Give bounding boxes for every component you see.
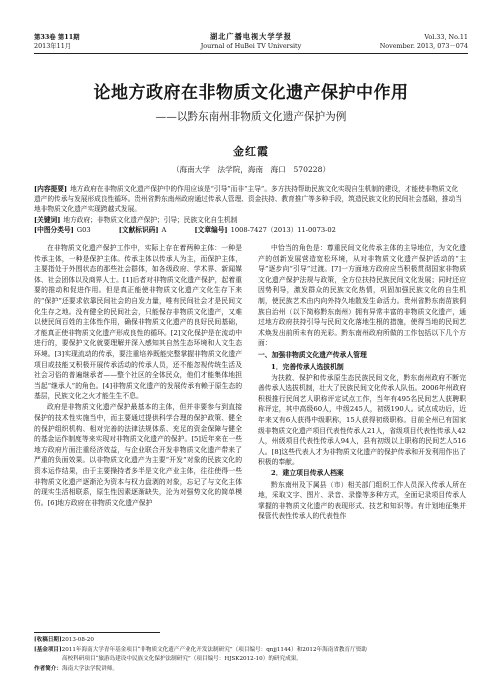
subsection-heading: 1．完善传承人选拔机制 [271, 362, 344, 371]
journal-title-cn: 湖北广播电视大学学报 [210, 32, 292, 41]
keywords [34, 215, 464, 225]
body-paragraph: 政府是非物质文化遗产保护最基本的主体，但并非要参与到直接保护的技术性实施当中，而主要通过提供科学合理的保护政策、健全的保护组织机构、相对完善的法律法规体系、充足的资金保障与健全的基金运作制度等来实现对非物质文化遗产的保护。[5]近年来在一些地方政府片面注重经济效益，与企业联合开发非物质文化遗产带来了严重的负面效果。以非物质文化遗产为主要“开发”对象的民族文化的资本运作结果，由于主要操持者多半是文化产业主体，往往使得一些非物质文化遗产逐渐沦为资本与权力盘剥的对象，忘记了与文化主体的现实生活相联系，原生性因素逐渐缺失，沦为对强势文化的简单模仿。[6]地方政府在非物质文化遗产保护 [34, 403, 242, 507]
author-name: 金红霞 [233, 145, 269, 158]
abstract-text: 地方政府在非物质文化遗产保护中的作用应该是“引导”而非“主导”。多方扶持帮助民族文化实现自生机制的建设，才能使非物质文化遗产的传承与发展形成良性循环。贵州省黔东南州政府通过传承人管理、资金扶持、教育推广等多种手段，筑造民族文化的民间社会基础，推动当地非物质文化遗产实现跨越式发展。 [34, 185, 462, 214]
abstract [34, 184, 464, 215]
author-bio-text: 海南大学法学院讲师。 [62, 666, 118, 672]
keywords-text: 地方政府；非物质文化遗产保护；引导；民族文化自生机制 [63, 216, 238, 224]
journal-volume-issue: 第33卷 第11期 [34, 33, 80, 41]
article-id-value: 1008-7427（2013）11-0073-02 [230, 226, 336, 234]
body-left-column [34, 243, 242, 509]
fund-label: [基金项目] [34, 647, 62, 653]
footnote-fund [34, 646, 468, 655]
subsection-heading: 2．建立项目传承人档案 [271, 469, 344, 478]
article-subtitle: ——以黔东南州非物质文化遗产保护为例 [155, 111, 347, 123]
received-value: 2013-08-20 [61, 637, 94, 643]
fund-text-line1: 2011年海南大学青年基金项目“非物质文化遗产产业化开发法制研究”（项目编号：qnjj1144）和2012年海南省教育厅资助 [61, 647, 367, 653]
fund-text-line2: 高校科研项目“旅游岛建设中民族文化保护法制研究”（项目编号：HJSK2012-10）的研究成果。 [62, 656, 302, 662]
footnote-rule [34, 632, 160, 633]
footnote-author: 作者简介：海南大学法学院讲师。 [34, 666, 118, 672]
doc-code-label: [文献标识码] [118, 226, 159, 234]
header-rule [34, 53, 468, 54]
abstract-label: [内容提要] [34, 185, 68, 193]
received-label: [收稿日期] [34, 637, 62, 643]
section-heading: 一、加强非物质文化遗产传承人管理 [258, 350, 367, 359]
footnote-received [34, 636, 468, 645]
journal-date-pages: November. 2013, 073－074 [379, 42, 468, 50]
author-affiliation: （海南大学 法学院，海南 海口 570228） [171, 165, 331, 174]
body-right-column [258, 243, 466, 522]
article-title: 论地方政府在非物质文化遗产保护中作用 [93, 83, 409, 103]
doc-code-value: A [161, 226, 167, 234]
body-paragraph: 黔东南州及下属县（市）相关部门组织工作人员深入传承人所在地，采取文字、图片、录音、录像等多种方式，全面记录项目传承人掌握的非物质文化遗产的表现形式、技艺和知识等。有计划地征集并保管代表性传承人的代表性作 [258, 480, 466, 521]
author-bio-label: 作者简介 [34, 666, 57, 672]
journal-volume-en: Vol.33, No.11 [424, 33, 468, 41]
classification-line [34, 225, 464, 235]
body-paragraph: 为扶救、保护和传承原生态民族民间文化，黔东南州政府不断完善传承人选拔机制，壮大了民族民间文化传承人队伍。2006年州政府积极推行民间艺人职称评定试点工作，当年有495名民间艺人获聘职称评定，其中高级60人，中级245人，初级190人。试点成功后，近年来又有6人获得中级职称，15人获得初级职称。目前全州已有国家级非物质文化遗产项目代表性传承人21人，省级项目代表性传承人42人，州级项目代表性传承人94人，县有初级以上职称的民间艺人516人。[8]这些代表人才为非物质文化遗产的保护传承和开发利用作出了积极的奉献。 [258, 373, 466, 467]
keywords-label: [关键词] [34, 216, 61, 224]
article-id-label: [文章编号] [194, 226, 228, 234]
body-paragraph: 中恰当的角色是：尊重民间文化传承主体的主导地位，为文化遗产的创新发展营造宽松环境，从对非物质文化遗产保护活动的“主导”逐步向“引导”过渡。[7]一方面地方政府应当积极贯彻国家非物质文化遗产保护法规与政策，全方位扶持民族民间文化发展；同时还应因势利导，激发群众的民族文化热情，巩固加强民族文化的自生机制，使民族艺术由内向外持久地散发生命活力。贵州省黔东南苗族侗族自治州（以下简称黔东南州）拥有异常丰富的非物质文化遗产，通过地方政府扶持引导与民间文化落地生根的措施，使得当地的民间艺术焕发出前所未有的光彩。黔东南州政府所做的工作包括以下几个方面： [258, 244, 466, 348]
clc-value: G03 [76, 226, 91, 234]
clc-label: [中图分类号] [34, 226, 74, 234]
journal-date-cn: 2013年11月 [34, 42, 72, 50]
body-paragraph: 在非物质文化遗产保护工作中，实际上存在着两种主体：一种是传承主体，一种是保护主体。传承主体以传承人为主，而保护主体，主要指处于外围状态的那些社会群体，如各级政府、学术界、新闻媒体、社会团体以及商界人士。[1]后者对非物质文化遗产保护，起着重要的推动和促进作用。但是真正能使非物质文化遗产文化生存下来的“保护”还要求依靠民间社会的自发力量，唯有民间社会才是民间文化生存之地。没有健全的民间社会，只能保存非物质文化遗产，又难以使民间百姓的主体性作用，确保非物质文化遗产的良好民间基础，才能真正使非物质文化遗产形成良性的循环。[2]文化保护是在流动中进行的，要保护文化就要理解并深入感知其自然生态环境和人文生态环境。[3]实现流动的传承，要注重培养既能完整掌握非物质文化遗产项目或技能又积极开展传承活动的传承人员，还不能忽视传统生活及社会习俗的普遍继承者——整个社区的全体民众，他们才能集体地担当起“继承人”的角色。[4]非物质文化遗产的发展传承有赖于原生态的基层，民族文化之火才能生生不息。 [34, 244, 242, 401]
footnote-fund-cont [62, 655, 468, 664]
journal-title-en: Journal of HuBei TV University [200, 42, 302, 50]
